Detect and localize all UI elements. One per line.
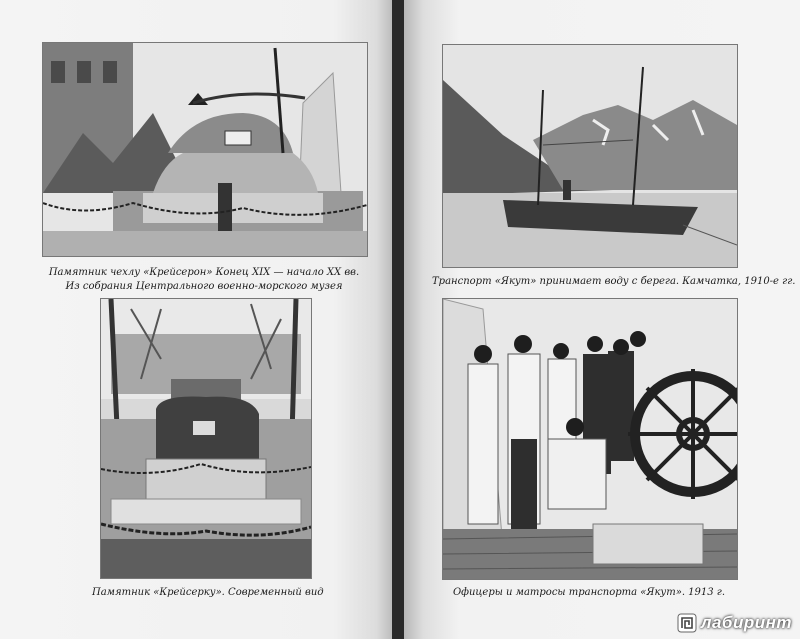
labyrinth-logo-icon [677, 613, 697, 633]
caption-modern-monument [92, 586, 324, 600]
caption-ship [432, 275, 796, 289]
monument-modern-photo [100, 298, 312, 579]
left-page [0, 0, 392, 639]
officers-helm-photo [442, 298, 738, 580]
caption-archive-monument [42, 266, 366, 294]
right-page [404, 0, 800, 639]
labyrinth-watermark [677, 613, 792, 633]
ship-fjord-photo [442, 44, 738, 268]
caption-ship-text: Транспорт «Якут» принимает воду с берега. Камчатка, 1910-е гг. [432, 276, 796, 287]
caption-modern-text: Памятник «Крейсерку». Современный вид [92, 587, 324, 598]
monument-archive-photo [42, 42, 368, 257]
caption-line-2: Из собрания Центрального военно-морского музея [65, 281, 343, 292]
caption-officers [442, 586, 736, 600]
watermark-text: лабиринт [700, 613, 792, 632]
caption-officers-text: Офицеры и матросы транспорта «Якут». 1913 г. [452, 587, 726, 598]
caption-line-1: Памятник чехлу «Крейсерон» Конец XIX — начало XX вв. [48, 267, 360, 278]
